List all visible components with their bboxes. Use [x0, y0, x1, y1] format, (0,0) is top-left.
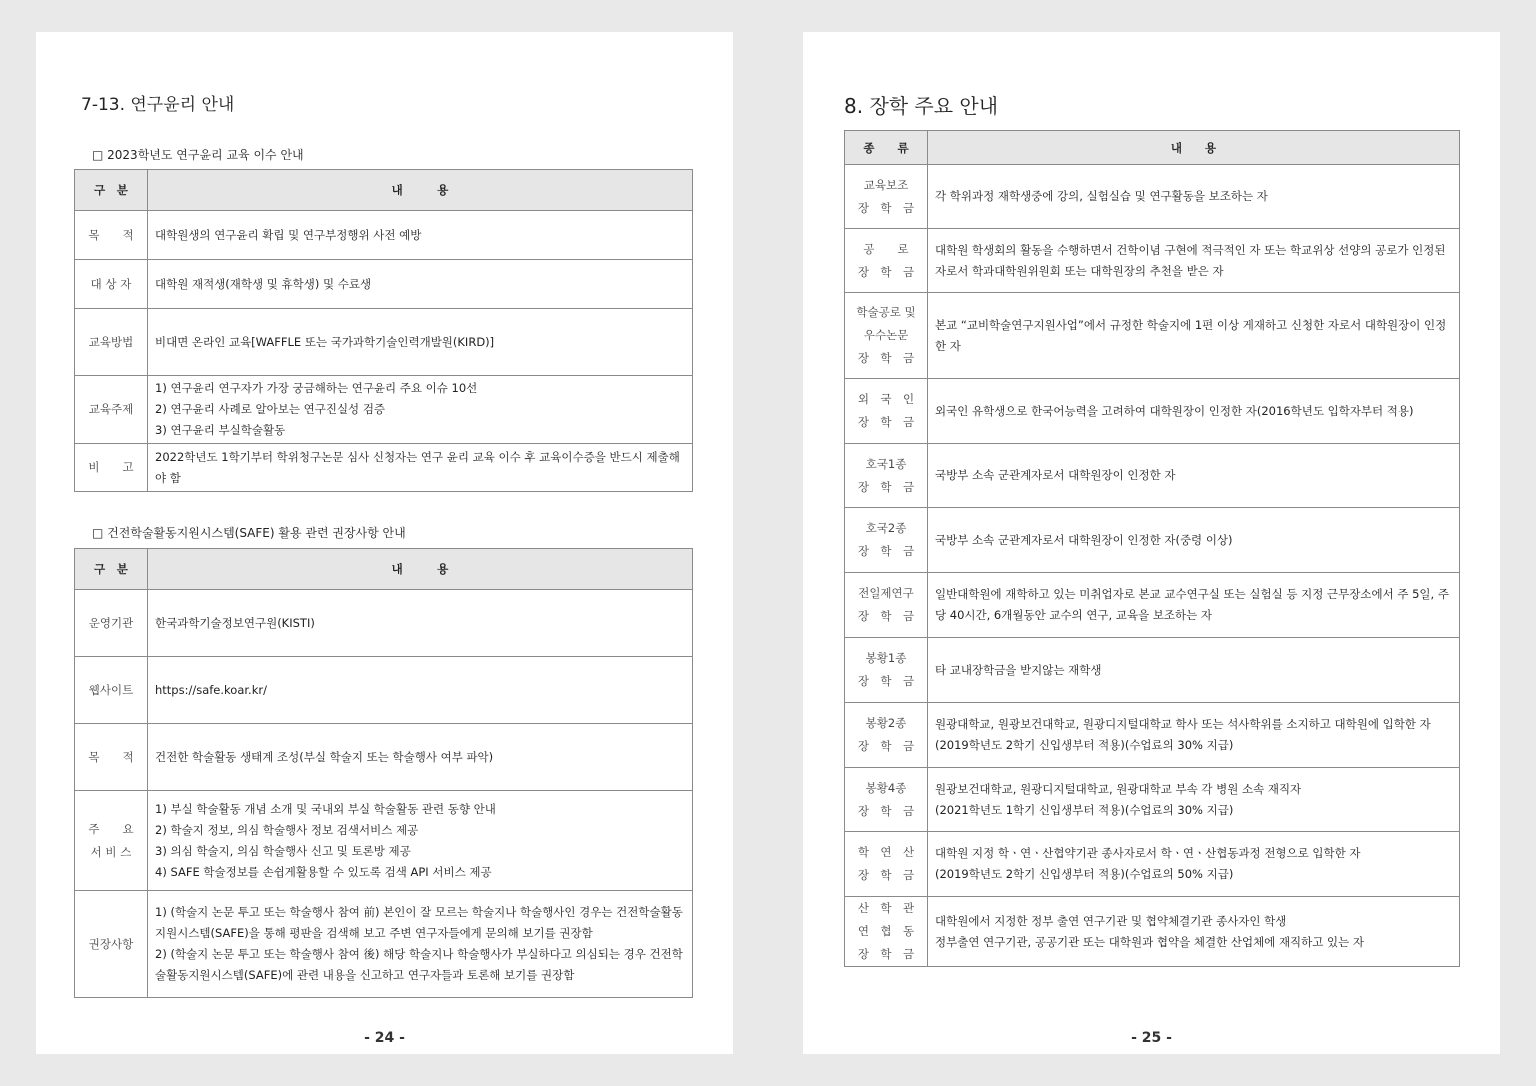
row-label-line: 장 학 금 — [857, 674, 915, 688]
row-content — [148, 657, 693, 724]
row-label-line: 봉황4종 — [865, 780, 907, 795]
row-content-line: 2) (학술지 논문 투고 또는 학술행사 참여 後) 해당 학술지나 학술행사가 부실하다고 의심되는 경우 건전학술활동지원시스템(SAFE)에 관련 내용을 신고하고 연구자들과 토론해 보기를 권장함 — [155, 947, 683, 982]
page-number: - 24 - — [364, 1030, 405, 1046]
row-content-line: (2019학년도 2학기 신입생부터 적용)(수업료의 50% 지급) — [935, 867, 1234, 881]
row-label-line: 장 학 금 — [857, 544, 915, 558]
table-row — [75, 724, 693, 791]
row-content — [928, 832, 1460, 897]
row-label-line: 우수논문 — [863, 328, 909, 342]
table-row — [75, 791, 693, 891]
row-content — [928, 768, 1460, 832]
table-row — [845, 638, 1460, 703]
row-label — [75, 211, 148, 260]
page-left — [36, 32, 733, 1054]
row-label — [845, 897, 928, 967]
table-row — [845, 703, 1460, 768]
row-label-line: 장 학 금 — [857, 264, 915, 279]
row-label-line: 서 비 스 — [90, 844, 132, 859]
header-type: 종 류 — [845, 131, 928, 165]
row-label — [845, 768, 928, 832]
row-content-line: 한국과학기술정보연구원(KISTI) — [155, 615, 315, 630]
table-row — [845, 508, 1460, 573]
page-title: 7-13. 연구윤리 안내 — [81, 95, 235, 115]
row-label-line: 목 적 — [88, 227, 134, 242]
row-label — [75, 444, 148, 492]
row-content — [928, 638, 1460, 703]
row-content-line: (2019학년도 2학기 신입생부터 적용)(수업료의 30% 지급) — [935, 738, 1234, 752]
row-label — [75, 657, 148, 724]
table-row — [75, 260, 693, 309]
table-row — [75, 891, 693, 998]
table-row — [75, 309, 693, 376]
row-content-line: 3) 의심 학술지, 의심 학술행사 신고 및 토론방 제공 — [155, 843, 411, 858]
row-content-line: 2) 연구윤리 사례로 알아보는 연구진실성 검증 — [155, 402, 386, 416]
row-label-line: 교육방법 — [88, 334, 134, 349]
row-label — [845, 444, 928, 508]
row-content — [148, 891, 693, 998]
row-label — [845, 703, 928, 768]
row-content-line: 2) 학술지 정보, 의심 학술행사 정보 검색서비스 제공 — [155, 822, 419, 837]
row-content — [928, 444, 1460, 508]
header-category: 구 분 — [75, 170, 148, 211]
row-label-line: 장 학 금 — [857, 609, 915, 623]
table-row — [845, 165, 1460, 229]
header-content: 내 용 — [148, 170, 693, 211]
row-label — [75, 724, 148, 791]
row-label — [845, 293, 928, 379]
row-content-line: 대학원생의 연구윤리 확립 및 연구부정행위 사전 예방 — [155, 227, 422, 242]
row-label-line: 전일제연구 — [858, 586, 914, 600]
row-label — [75, 791, 148, 891]
row-label — [845, 573, 928, 638]
row-label — [75, 891, 148, 998]
row-content — [928, 379, 1460, 444]
row-label-line: 주 요 — [88, 821, 134, 836]
table-row — [75, 444, 693, 492]
row-content-line: 비대면 온라인 교육[WAFFLE 또는 국가과학기술인력개발원(KIRD)] — [155, 334, 495, 349]
row-content-line: 본교 “교비학술연구지원사업”에서 규정한 학술지에 1편 이상 게재하고 신청한 자로서 대학원장이 인정한 자 — [935, 317, 1447, 353]
row-label-line: 외 국 인 — [857, 392, 915, 406]
row-content-line: 원광대학교, 원광보건대학교, 원광디지털대학교 학사 또는 석사학위를 소지하고 대학원에 입학한 자 — [935, 717, 1431, 731]
row-label — [845, 165, 928, 229]
row-content-line: 1) 연구윤리 연구자가 가장 궁금해하는 연구윤리 주요 이슈 10선 — [155, 381, 478, 395]
row-content — [148, 211, 693, 260]
row-content — [928, 897, 1460, 967]
row-label-line: 장 학 금 — [857, 351, 915, 365]
row-content — [928, 573, 1460, 638]
row-label-line: 웹사이트 — [88, 682, 134, 697]
table-row — [845, 229, 1460, 293]
row-content — [928, 703, 1460, 768]
row-content-line: 국방부 소속 군관계자로서 대학원장이 인정한 자(중령 이상) — [935, 532, 1233, 547]
row-content-line: (2021학년도 1학기 신입생부터 적용)(수업료의 30% 지급) — [935, 802, 1234, 817]
row-label-line: 권장사항 — [88, 936, 134, 951]
row-label-line: 교육주제 — [88, 402, 134, 416]
row-content — [148, 309, 693, 376]
table-row — [845, 832, 1460, 897]
row-label — [845, 508, 928, 573]
row-label-line: 목 적 — [88, 749, 134, 764]
table-row — [845, 768, 1460, 832]
row-content-line: 1) (학술지 논문 투고 또는 학술행사 참여 前) 본인이 잘 모르는 학술지나 학술행사인 경우는 건전학술활동지원시스템(SAFE)을 통해 평판을 검색해 보고 주변 연구자들에게 문의해 보기를 권장함 — [155, 905, 683, 940]
page-number: - 25 - — [1131, 1030, 1172, 1046]
row-content — [928, 293, 1460, 379]
row-content-line: https://safe.koar.kr/ — [155, 682, 267, 697]
row-content-line: 1) 부실 학술활동 개념 소개 및 국내외 부실 학술활동 관련 동향 안내 — [155, 801, 496, 816]
row-label-line: 호국1종 — [865, 456, 907, 471]
row-content — [148, 444, 693, 492]
row-content-line: 대학원 학생회의 활동을 수행하면서 건학이념 구현에 적극적인 자 또는 학교위상 선양의 공로가 인정된 자로서 학과대학원위원회 또는 대학원장의 추천을 받은 자 — [935, 242, 1446, 278]
row-content — [148, 791, 693, 891]
row-content-line: 2022학년도 1학기부터 학위청구논문 심사 신청자는 연구 윤리 교육 이수 후 교육이수증을 반드시 제출해야 함 — [155, 449, 680, 485]
row-content — [928, 165, 1460, 229]
row-content — [148, 260, 693, 309]
row-label-line: 운영기관 — [88, 615, 134, 630]
row-content-line: 국방부 소속 군관계자로서 대학원장이 인정한 자 — [935, 468, 1176, 482]
row-label-line: 대 상 자 — [90, 276, 132, 291]
section-title-safe: □ 건전학술활동지원시스템(SAFE) 활용 관련 권장사항 안내 — [92, 526, 406, 540]
row-content-line: 타 교내장학금을 받지않는 재학생 — [935, 662, 1102, 677]
row-content — [928, 508, 1460, 573]
row-label-line: 장 학 금 — [857, 868, 915, 882]
row-label-line: 산 학 관 — [857, 901, 915, 915]
scholarship-table — [844, 130, 1460, 967]
header-content: 내 용 — [148, 549, 693, 590]
row-label-line: 비 고 — [88, 460, 134, 474]
table-row — [845, 573, 1460, 638]
row-content-line: 3) 연구윤리 부실학술활동 — [155, 423, 286, 437]
header-content: 내 용 — [928, 131, 1460, 165]
row-label-line: 봉황1종 — [865, 651, 907, 665]
row-content — [928, 229, 1460, 293]
page-title: 8. 장학 주요 안내 — [844, 94, 999, 118]
table-row — [845, 444, 1460, 508]
table-row — [75, 211, 693, 260]
row-label-line: 호국2종 — [865, 521, 907, 535]
row-content-line: 대학원 지정 학ㆍ연ㆍ산협약기관 종사자로서 학ㆍ연ㆍ산협동과정 전형으로 입학한 자 — [935, 846, 1361, 860]
table-row — [845, 379, 1460, 444]
row-content-line: 건전한 학술활동 생태계 조성(부실 학술지 또는 학술행사 여부 파악) — [155, 749, 494, 764]
row-label — [75, 590, 148, 657]
row-label-line: 교육보조 — [863, 177, 909, 192]
row-label-line: 장 학 금 — [857, 739, 915, 753]
row-content-line: 정부출연 연구기관, 공공기관 또는 대학원과 협약을 체결한 산업체에 재직하고 있는 자 — [935, 934, 1365, 949]
row-label — [845, 638, 928, 703]
section-title-research-ethics: □ 2023학년도 연구윤리 교육 이수 안내 — [92, 148, 304, 162]
row-label — [75, 260, 148, 309]
row-content-line: 일반대학원에 재학하고 있는 미취업자로 본교 교수연구실 또는 실험실 등 지정 근무장소에서 주 5일, 주당 40시간, 6개월동안 교수의 연구, 교육을 보조하는 자 — [935, 587, 1449, 622]
row-label-line: 장 학 금 — [857, 479, 915, 494]
row-content — [148, 376, 693, 444]
row-label — [845, 379, 928, 444]
row-content-line: 원광보건대학교, 원광디지털대학교, 원광대학교 부속 각 병원 소속 재직자 — [935, 781, 1302, 796]
row-label-line: 연 협 동 — [857, 924, 915, 938]
table-row — [845, 897, 1460, 967]
row-label — [845, 229, 928, 293]
row-label — [75, 376, 148, 444]
row-content-line: 외국인 유학생으로 한국어능력을 고려하여 대학원장이 인정한 자(2016학년도 입학자부터 적용) — [935, 403, 1414, 418]
row-label-line: 학술공로 및 — [856, 305, 916, 319]
row-label-line: 봉황2종 — [865, 716, 907, 730]
safe-recommendation-table — [74, 548, 693, 998]
table-row — [75, 657, 693, 724]
page-right — [803, 32, 1500, 1054]
table-row — [75, 376, 693, 444]
row-content — [148, 590, 693, 657]
row-label — [845, 832, 928, 897]
row-content-line: 각 학위과정 재학생중에 강의, 실험실습 및 연구활동을 보조하는 자 — [935, 189, 1268, 203]
row-label — [75, 309, 148, 376]
row-label-line: 학 연 산 — [857, 845, 915, 859]
table-row — [845, 293, 1460, 379]
table-row — [75, 590, 693, 657]
row-content-line: 4) SAFE 학술정보를 손쉽게활용할 수 있도록 검색 API 서비스 제공 — [155, 864, 492, 879]
row-content — [148, 724, 693, 791]
row-label-line: 장 학 금 — [857, 200, 915, 215]
row-content-line: 대학원에서 지정한 정부 출연 연구기관 및 협약체결기관 종사자인 학생 — [935, 913, 1287, 928]
row-content-line: 대학원 재적생(재학생 및 휴학생) 및 수료생 — [155, 276, 372, 291]
row-label-line: 장 학 금 — [857, 803, 915, 818]
row-label-line: 장 학 금 — [857, 415, 915, 429]
row-label-line: 장 학 금 — [857, 947, 915, 961]
research-ethics-table — [74, 169, 693, 492]
header-category: 구 분 — [75, 549, 148, 590]
row-label-line: 공 로 — [863, 241, 909, 256]
